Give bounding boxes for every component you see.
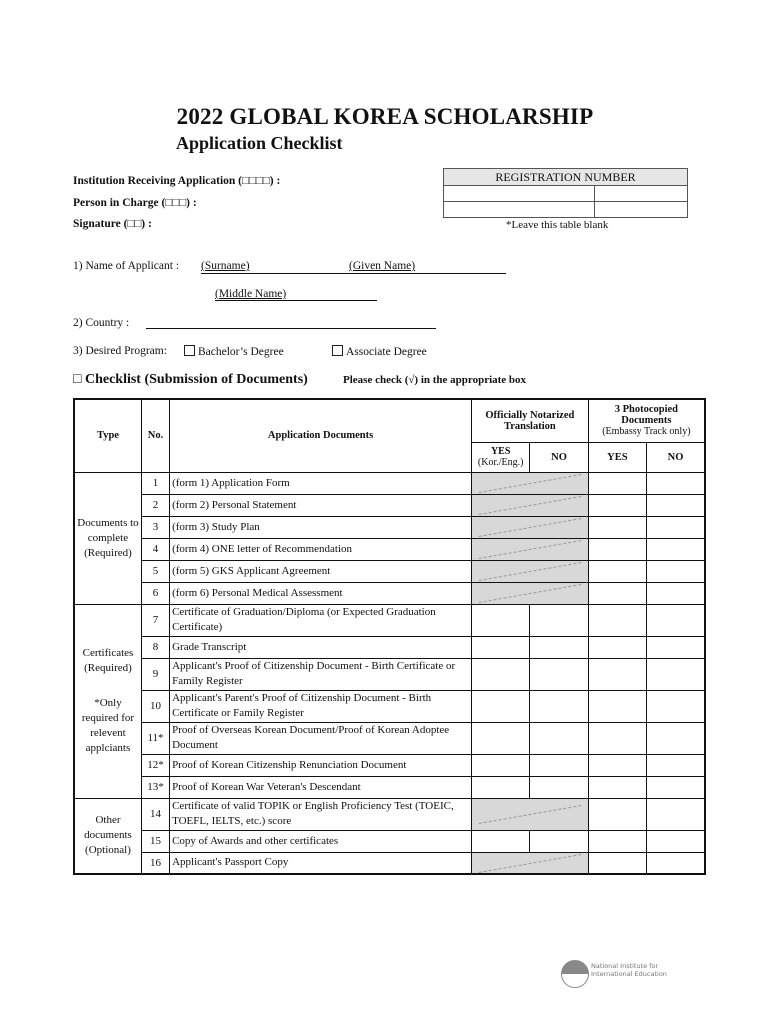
- row-document: Applicant's Parent's Proof of Citizenship Document - Birth Certificate or Family Register: [170, 690, 472, 722]
- col-photocopied-sub: (Embassy Track only): [602, 426, 691, 438]
- registration-number-table: [443, 168, 688, 218]
- logo-emblem-icon: [561, 960, 589, 988]
- group-note: *Only required for relevent applciants: [81, 697, 135, 754]
- registration-header: REGISTRATION NUMBER: [444, 169, 688, 186]
- col-photocopied: [588, 399, 705, 442]
- row-document: Applicant's Passport Copy: [170, 852, 472, 874]
- notarized-na-cell: [472, 494, 589, 516]
- col-notarized: Officially Notarized Translation: [472, 399, 589, 442]
- notarized-na-cell: [472, 560, 589, 582]
- yes-kor-header: YES: [490, 446, 511, 457]
- row-document: Grade Transcript: [170, 636, 472, 658]
- notarized-no-checkbox[interactable]: [530, 658, 588, 690]
- table-row: [74, 722, 705, 754]
- country-line[interactable]: [146, 328, 436, 329]
- table-row: [74, 658, 705, 690]
- notarized-no-checkbox[interactable]: [530, 754, 588, 776]
- registration-cell[interactable]: [595, 202, 688, 218]
- photocopied-yes-checkbox[interactable]: [588, 776, 646, 798]
- middle-name-line[interactable]: [215, 300, 377, 301]
- photocopied-yes-checkbox[interactable]: [588, 636, 646, 658]
- photocopied-yes-checkbox[interactable]: [588, 690, 646, 722]
- group-label: Certificates (Required): [82, 647, 134, 674]
- table-row: [74, 776, 705, 798]
- no-header-photocopied: NO: [647, 442, 705, 472]
- row-number: 6: [141, 582, 169, 604]
- registration-cell[interactable]: [444, 202, 595, 218]
- bachelor-label: Bachelor’s Degree: [198, 346, 284, 358]
- country-label: 2) Country :: [73, 317, 130, 329]
- photocopied-yes-checkbox[interactable]: [588, 830, 646, 852]
- row-number: 3: [141, 516, 169, 538]
- row-document: Proof of Overseas Korean Document/Proof of Korean Adoptee Document: [170, 722, 472, 754]
- yes-kor-sub: (Kor./Eng.): [477, 457, 524, 468]
- photocopied-no-checkbox[interactable]: [647, 494, 705, 516]
- yes-header-photocopied: YES: [588, 442, 646, 472]
- type-cell-1: Documents to complete (Required): [74, 472, 141, 604]
- table-row: [74, 472, 705, 494]
- logo-text: National Institute for International Education: [591, 962, 667, 978]
- notarized-no-checkbox[interactable]: [530, 636, 588, 658]
- registration-cell[interactable]: [595, 186, 688, 202]
- given-name-label: (Given Name): [349, 260, 416, 272]
- photocopied-yes-checkbox[interactable]: [588, 582, 646, 604]
- notarized-no-checkbox[interactable]: [530, 604, 588, 636]
- notarized-no-checkbox[interactable]: [530, 690, 588, 722]
- row-number: 1: [141, 472, 169, 494]
- row-document: (form 1) Application Form: [170, 472, 472, 494]
- notarized-yes-checkbox[interactable]: [472, 604, 530, 636]
- bachelor-option[interactable]: [184, 345, 284, 358]
- photocopied-no-checkbox[interactable]: [647, 722, 705, 754]
- photocopied-yes-checkbox[interactable]: [588, 722, 646, 754]
- col-no: No.: [141, 399, 169, 472]
- notarized-yes-checkbox[interactable]: [472, 722, 530, 754]
- associate-option[interactable]: [332, 345, 427, 358]
- row-document: Certificate of Graduation/Diploma (or Expected Graduation Certificate): [170, 604, 472, 636]
- name-line[interactable]: [201, 273, 506, 274]
- notarized-no-checkbox[interactable]: [530, 776, 588, 798]
- row-document: (form 4) ONE letter of Recommendation: [170, 538, 472, 560]
- checklist-instruction: Please check (√) in the appropriate box: [343, 374, 527, 386]
- notarized-yes-checkbox[interactable]: [472, 830, 530, 852]
- type-cell-14: Other documents (Optional): [74, 798, 141, 874]
- row-number: 7: [141, 604, 169, 636]
- signature-label: Signature (□□) :: [73, 218, 152, 230]
- row-number: 2: [141, 494, 169, 516]
- checklist-table: [73, 398, 706, 875]
- row-document: (form 3) Study Plan: [170, 516, 472, 538]
- type-cell-7: [74, 604, 141, 798]
- bachelor-checkbox[interactable]: [184, 345, 195, 356]
- row-document: (form 2) Personal Statement: [170, 494, 472, 516]
- photocopied-no-checkbox[interactable]: [647, 754, 705, 776]
- notarized-na-cell: [472, 538, 589, 560]
- row-number: 5: [141, 560, 169, 582]
- notarized-yes-checkbox[interactable]: [472, 754, 530, 776]
- row-number: 12*: [141, 754, 169, 776]
- photocopied-no-checkbox[interactable]: [647, 798, 705, 830]
- photocopied-no-checkbox[interactable]: [647, 538, 705, 560]
- row-number: 4: [141, 538, 169, 560]
- photocopied-no-checkbox[interactable]: [647, 472, 705, 494]
- notarized-yes-checkbox[interactable]: [472, 776, 530, 798]
- table-row: [74, 604, 705, 636]
- associate-checkbox[interactable]: [332, 345, 343, 356]
- photocopied-no-checkbox[interactable]: [647, 516, 705, 538]
- table-row: [74, 798, 705, 830]
- photocopied-yes-checkbox[interactable]: [588, 658, 646, 690]
- row-number: 13*: [141, 776, 169, 798]
- no-header-notarized: NO: [530, 442, 588, 472]
- notarized-no-checkbox[interactable]: [530, 722, 588, 754]
- col-type: Type: [74, 399, 141, 472]
- notarized-yes-checkbox[interactable]: [472, 636, 530, 658]
- table-row: [74, 852, 705, 874]
- institution-label: Institution Receiving Application (□□□□) :: [73, 175, 281, 187]
- photocopied-yes-checkbox[interactable]: [588, 472, 646, 494]
- photocopied-no-checkbox[interactable]: [647, 830, 705, 852]
- notarized-na-cell: [472, 472, 589, 494]
- table-row: [74, 560, 705, 582]
- person-in-charge-label: Person in Charge (□□□) :: [73, 197, 197, 209]
- row-number: 8: [141, 636, 169, 658]
- photocopied-no-checkbox[interactable]: [647, 636, 705, 658]
- table-row: [74, 582, 705, 604]
- program-label: 3) Desired Program:: [73, 345, 167, 357]
- photocopied-no-checkbox[interactable]: [647, 658, 705, 690]
- table-row: [74, 538, 705, 560]
- row-document: Copy of Awards and other certificates: [170, 830, 472, 852]
- row-document: Certificate of valid TOPIK or English Proficiency Test (TOEIC, TOEFL, IELTS, etc.) score: [170, 798, 472, 830]
- photocopied-no-checkbox[interactable]: [647, 852, 705, 874]
- middle-name-label: (Middle Name): [215, 288, 287, 300]
- table-row: [74, 494, 705, 516]
- notarized-na-cell: [472, 798, 589, 830]
- photocopied-no-checkbox[interactable]: [647, 582, 705, 604]
- notarized-na-cell: [472, 852, 589, 874]
- document-title: 2022 GLOBAL KOREA SCHOLARSHIP: [176, 104, 594, 129]
- row-number: 11*: [141, 722, 169, 754]
- table-row: [74, 690, 705, 722]
- photocopied-no-checkbox[interactable]: [647, 560, 705, 582]
- notarized-na-cell: [472, 582, 589, 604]
- table-row: [74, 516, 705, 538]
- row-number: 9: [141, 658, 169, 690]
- notarized-na-cell: [472, 516, 589, 538]
- row-number: 15: [141, 830, 169, 852]
- photocopied-yes-checkbox[interactable]: [588, 560, 646, 582]
- notarized-yes-checkbox[interactable]: [472, 658, 530, 690]
- document-subtitle: Application Checklist: [176, 133, 343, 153]
- photocopied-no-checkbox[interactable]: [647, 776, 705, 798]
- surname-label: (Surname): [201, 260, 250, 272]
- col-photocopied-title: 3 Photocopied Documents: [614, 404, 678, 427]
- photocopied-yes-checkbox[interactable]: [588, 538, 646, 560]
- row-document: Proof of Korean War Veteran's Descendant: [170, 776, 472, 798]
- checklist-heading: □ Checklist (Submission of Documents): [73, 372, 308, 387]
- row-document: (form 5) GKS Applicant Agreement: [170, 560, 472, 582]
- row-document: Applicant's Proof of Citizenship Document - Birth Certificate or Family Register: [170, 658, 472, 690]
- col-documents: Application Documents: [170, 399, 472, 472]
- photocopied-yes-checkbox[interactable]: [588, 516, 646, 538]
- photocopied-yes-checkbox[interactable]: [588, 754, 646, 776]
- table-row: [74, 830, 705, 852]
- notarized-yes-checkbox[interactable]: [472, 690, 530, 722]
- row-document: Proof of Korean Citizenship Renunciation Document: [170, 754, 472, 776]
- applicant-name-label: 1) Name of Applicant :: [73, 260, 180, 272]
- photocopied-yes-checkbox[interactable]: [588, 604, 646, 636]
- table-row: [74, 754, 705, 776]
- notarized-no-checkbox[interactable]: [530, 830, 588, 852]
- registration-note: *Leave this table blank: [506, 219, 609, 231]
- table-row: [74, 636, 705, 658]
- photocopied-yes-checkbox[interactable]: [588, 852, 646, 874]
- row-number: 10: [141, 690, 169, 722]
- photocopied-no-checkbox[interactable]: [647, 690, 705, 722]
- registration-cell[interactable]: [444, 186, 595, 202]
- row-number: 14: [141, 798, 169, 830]
- associate-label: Associate Degree: [346, 346, 427, 358]
- photocopied-yes-checkbox[interactable]: [588, 798, 646, 830]
- row-document: (form 6) Personal Medical Assessment: [170, 582, 472, 604]
- row-number: 16: [141, 852, 169, 874]
- photocopied-yes-checkbox[interactable]: [588, 494, 646, 516]
- photocopied-no-checkbox[interactable]: [647, 604, 705, 636]
